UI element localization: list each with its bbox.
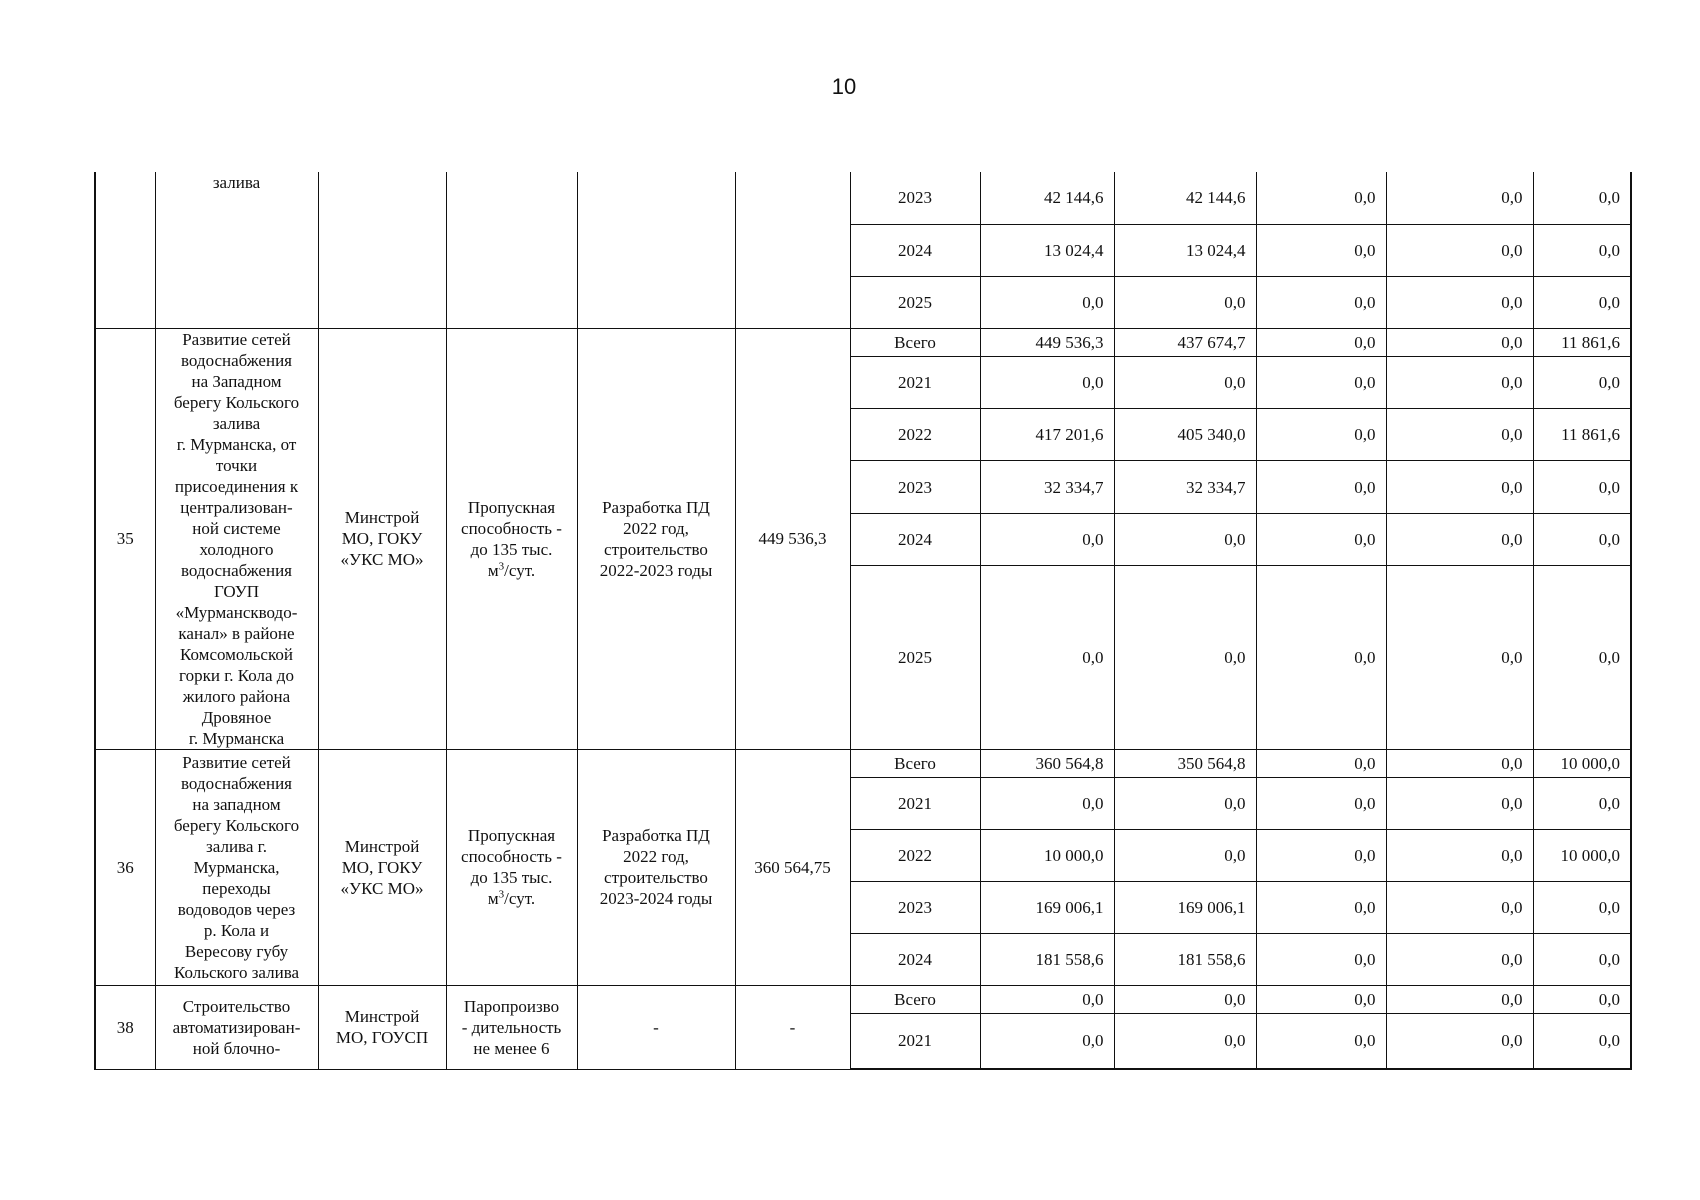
amount-total: 0,0 xyxy=(980,1013,1114,1069)
amount-extra: 0,0 xyxy=(1533,513,1631,565)
amount-federal: 169 006,1 xyxy=(1114,881,1256,933)
amount-total: 169 006,1 xyxy=(980,881,1114,933)
capacity: Пропускная способность - до 135 тыс. $м^3$/сут. xyxy=(446,328,577,749)
amount-total: 417 201,6 xyxy=(980,409,1114,461)
executor: Минстрой МО, ГОУСП xyxy=(318,985,446,1069)
amount-local: 0,0 xyxy=(1386,566,1533,749)
capacity: Паропроизво - дительность не менее 6 xyxy=(446,985,577,1069)
year: 2024 xyxy=(850,933,980,985)
amount-total: 360 564,8 xyxy=(980,749,1114,777)
table-row xyxy=(95,328,1631,356)
executor: Минстрой МО, ГОКУ «УКС МО» xyxy=(318,749,446,985)
amount-federal: 0,0 xyxy=(1114,356,1256,408)
row-number: 38 xyxy=(95,985,155,1069)
amount-local: 0,0 xyxy=(1386,409,1533,461)
amount-local: 0,0 xyxy=(1386,985,1533,1013)
amount-regional: 0,0 xyxy=(1256,749,1386,777)
amount-total: 181 558,6 xyxy=(980,933,1114,985)
year: Всего xyxy=(850,328,980,356)
year: 2021 xyxy=(850,356,980,408)
amount-local: 0,0 xyxy=(1386,224,1533,276)
amount-local: 0,0 xyxy=(1386,1013,1533,1069)
amount-total: 449 536,3 xyxy=(980,328,1114,356)
amount-extra: 0,0 xyxy=(1533,172,1631,224)
estimated-cost: 449 536,3 xyxy=(735,328,850,749)
year: 2021 xyxy=(850,1013,980,1069)
object-name: Строительство автоматизирован- ной блочно- xyxy=(155,985,318,1069)
amount-federal: 181 558,6 xyxy=(1114,933,1256,985)
executor: Минстрой МО, ГОКУ «УКС МО» xyxy=(318,328,446,749)
table-body xyxy=(95,172,1631,1069)
year: 2021 xyxy=(850,777,980,829)
amount-total: 0,0 xyxy=(980,276,1114,328)
amount-extra: 0,0 xyxy=(1533,985,1631,1013)
year: 2023 xyxy=(850,172,980,224)
object-name: залива xyxy=(155,172,318,328)
deadline xyxy=(577,172,735,328)
estimated-cost: 360 564,75 xyxy=(735,749,850,985)
amount-extra: 0,0 xyxy=(1533,881,1631,933)
amount-total: 0,0 xyxy=(980,777,1114,829)
amount-federal: 437 674,7 xyxy=(1114,328,1256,356)
amount-extra: 11 861,6 xyxy=(1533,328,1631,356)
amount-local: 0,0 xyxy=(1386,829,1533,881)
amount-total: 42 144,6 xyxy=(980,172,1114,224)
amount-federal: 32 334,7 xyxy=(1114,461,1256,513)
deadline: Разработка ПД 2022 год, строительство 2022-2023 годы xyxy=(577,328,735,749)
row-number: 35 xyxy=(95,328,155,749)
amount-local: 0,0 xyxy=(1386,749,1533,777)
amount-regional: 0,0 xyxy=(1256,513,1386,565)
amount-federal: 0,0 xyxy=(1114,1013,1256,1069)
capacity: Пропускная способность - до 135 тыс. $м^3$/сут. xyxy=(446,749,577,985)
year: 2025 xyxy=(850,276,980,328)
deadline: - xyxy=(577,985,735,1069)
amount-extra: 0,0 xyxy=(1533,566,1631,749)
amount-local: 0,0 xyxy=(1386,513,1533,565)
amount-local: 0,0 xyxy=(1386,276,1533,328)
amount-regional: 0,0 xyxy=(1256,1013,1386,1069)
amount-federal: 0,0 xyxy=(1114,513,1256,565)
year: 2022 xyxy=(850,829,980,881)
amount-local: 0,0 xyxy=(1386,881,1533,933)
amount-regional: 0,0 xyxy=(1256,328,1386,356)
year: 2023 xyxy=(850,461,980,513)
deadline: Разработка ПД 2022 год, строительство 2023-2024 годы xyxy=(577,749,735,985)
amount-federal: 0,0 xyxy=(1114,276,1256,328)
amount-federal: 350 564,8 xyxy=(1114,749,1256,777)
amount-total: 0,0 xyxy=(980,985,1114,1013)
amount-regional: 0,0 xyxy=(1256,356,1386,408)
amount-extra: 11 861,6 xyxy=(1533,409,1631,461)
capacity xyxy=(446,172,577,328)
year: Всего xyxy=(850,749,980,777)
estimated-cost xyxy=(735,172,850,328)
amount-regional: 0,0 xyxy=(1256,829,1386,881)
amount-extra: 0,0 xyxy=(1533,933,1631,985)
amount-regional: 0,0 xyxy=(1256,881,1386,933)
amount-extra: 0,0 xyxy=(1533,224,1631,276)
amount-extra: 0,0 xyxy=(1533,461,1631,513)
investment-table xyxy=(94,172,1632,1070)
amount-regional: 0,0 xyxy=(1256,933,1386,985)
amount-extra: 10 000,0 xyxy=(1533,829,1631,881)
amount-federal: 42 144,6 xyxy=(1114,172,1256,224)
amount-extra: 0,0 xyxy=(1533,276,1631,328)
table-row xyxy=(95,749,1631,777)
amount-extra: 10 000,0 xyxy=(1533,749,1631,777)
object-name: Развитие сетей водоснабжения на Западном берегу Кольского залива г. Мурманска, от точки присоединения к централизован- ной системе холодного водоснабжения ГОУП «Мурманскводо- канал» в районе Комсомольской горки г. Кола до жилого района Дровяное г. Мурманска xyxy=(155,328,318,749)
amount-regional: 0,0 xyxy=(1256,172,1386,224)
amount-total: 13 024,4 xyxy=(980,224,1114,276)
year: 2024 xyxy=(850,224,980,276)
amount-total: 0,0 xyxy=(980,356,1114,408)
amount-total: 0,0 xyxy=(980,566,1114,749)
row-number: 36 xyxy=(95,749,155,985)
amount-local: 0,0 xyxy=(1386,933,1533,985)
year: 2024 xyxy=(850,513,980,565)
amount-regional: 0,0 xyxy=(1256,566,1386,749)
amount-federal: 0,0 xyxy=(1114,777,1256,829)
amount-local: 0,0 xyxy=(1386,356,1533,408)
amount-local: 0,0 xyxy=(1386,328,1533,356)
amount-regional: 0,0 xyxy=(1256,777,1386,829)
year: 2025 xyxy=(850,566,980,749)
table-row xyxy=(95,985,1631,1013)
amount-regional: 0,0 xyxy=(1256,224,1386,276)
amount-local: 0,0 xyxy=(1386,172,1533,224)
amount-local: 0,0 xyxy=(1386,777,1533,829)
amount-extra: 0,0 xyxy=(1533,777,1631,829)
table-row xyxy=(95,172,1631,224)
amount-extra: 0,0 xyxy=(1533,356,1631,408)
amount-regional: 0,0 xyxy=(1256,985,1386,1013)
amount-federal: 0,0 xyxy=(1114,829,1256,881)
amount-total: 10 000,0 xyxy=(980,829,1114,881)
amount-federal: 405 340,0 xyxy=(1114,409,1256,461)
executor xyxy=(318,172,446,328)
amount-regional: 0,0 xyxy=(1256,461,1386,513)
amount-local: 0,0 xyxy=(1386,461,1533,513)
estimated-cost: - xyxy=(735,985,850,1069)
amount-federal: 0,0 xyxy=(1114,985,1256,1013)
page-number: 10 xyxy=(831,74,857,99)
amount-extra: 0,0 xyxy=(1533,1013,1631,1069)
year: Всего xyxy=(850,985,980,1013)
amount-regional: 0,0 xyxy=(1256,409,1386,461)
row-number xyxy=(95,172,155,328)
amount-total: 0,0 xyxy=(980,513,1114,565)
amount-federal: 0,0 xyxy=(1114,566,1256,749)
amount-total: 32 334,7 xyxy=(980,461,1114,513)
amount-regional: 0,0 xyxy=(1256,276,1386,328)
amount-federal: 13 024,4 xyxy=(1114,224,1256,276)
year: 2022 xyxy=(850,409,980,461)
year: 2023 xyxy=(850,881,980,933)
object-name: Развитие сетей водоснабжения на западном берегу Кольского залива г. Мурманска, переходы водоводов через р. Кола и Вересову губу Кольского залива xyxy=(155,749,318,985)
